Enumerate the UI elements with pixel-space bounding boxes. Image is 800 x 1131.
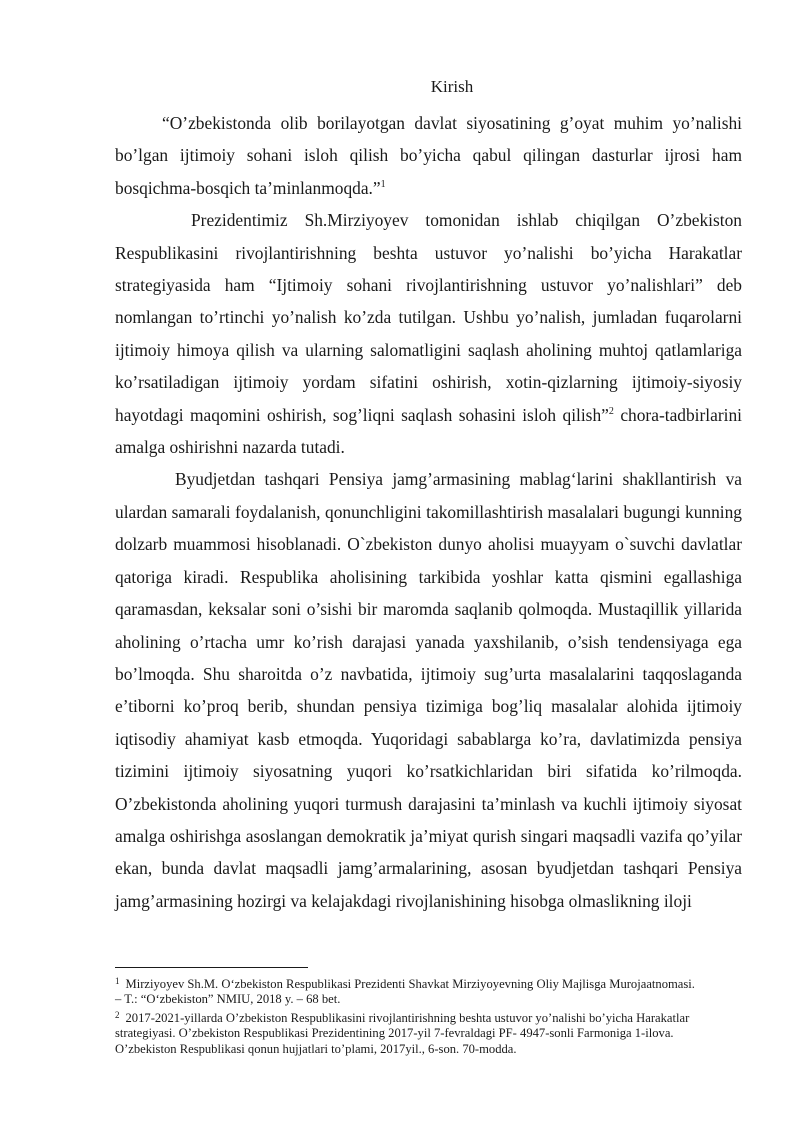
footnote-number: 2 xyxy=(115,1009,120,1020)
footnote-separator xyxy=(115,967,308,968)
paragraph-1-text: “O’zbekistonda olib borilayotgan davlat siyosatining g’oyat muhim yo’nalishi bo’lgan ijtimoiy sohani isloh qilish bo’yicha qabul qilingan dasturlar ijrosi ham bosqichma-bosqich ta’minlanmoqda.” xyxy=(115,113,742,198)
paragraph-2 xyxy=(115,204,742,463)
paragraph-3: Byudjetdan tashqari Pensiya jamg’armasining mablag‘larini shakllantirish va ulardan samarali foydalanish, qonunchligini takomillashtirish masalalari bugungi kunning dolzarb muammosi hisoblanadi. O`zbekiston dunyo aholisi muayyam o`suvchi davlatlar qatoriga kiradi. Respublika aholisining tarkibida yoshlar katta qismini egallashiga qaramasdan, keksalar soni o’sishi bir maromda saqlanib qolmoqda. Mustaqillik yillarida aholining o’rtacha umr ko’rish darajasi yanada yaxshilanib, o’sish tendensiyaga ega bo’lmoqda. Shu sharoitda o’z navbatida, ijtimoiy sug’urta masalalarini taqqoslaganda e’tiborni ko’proq berib, shundan pensiya tizimiga bog’liq masalalar alohida ijtimoiy iqtisodiy ahamiyat kasb etmoqda. Yuqoridagi sabablarga ko’ra, davlatimizda pensiya tizimini ijtimoiy siyosatning yuqori ko’rsatkichlaridan biri sifatida ko’rilmoqda. O’zbekistonda aholining yuqori turmush darajasini ta’minlash va kuchli ijtimoiy siyosat amalga oshirishga asoslangan demokratik ja’miyat qurish singari maqsadli vazifa qo’yilar ekan, bunda davlat maqsadli jamg’armalarining, asosan byudjetdan tashqari Pensiya jamg’armasining hozirgi va kelajakdagi rivojlanishining hisobga olmaslikning iloji xyxy=(115,469,742,911)
paragraph-2-end: chora-tadbirlarini amalga oshirishni nazarda tutadi. xyxy=(115,404,742,458)
footnote-2-line1: 2017-2021-yillarda O’zbekiston Respublikasini rivojlantirishning beshta ustuvor yo’nalishi bo’yicha Harakatlar xyxy=(125,1010,690,1025)
footnote-1-cont: – T.: “O‘zbekiston” NMIU, 2018 y. – 68 bet. xyxy=(115,992,341,1007)
body-text xyxy=(115,107,742,917)
footnotes xyxy=(115,974,742,1057)
footnote-ref-2[interactable]: 2 xyxy=(608,405,614,417)
footnote-2-cont: strategiyasi. O’zbekiston Respublikasi Prezidentining 2017-yil 7-fevraldagi PF- 4947-sonli Farmoniga 1-ilova. xyxy=(115,1026,674,1041)
paragraph-1 xyxy=(115,107,742,204)
footnote-1 xyxy=(115,974,742,992)
section-heading: Kirish xyxy=(430,77,474,96)
footnote-2 xyxy=(115,1008,742,1026)
footnote-number: 1 xyxy=(115,976,120,986)
footnote-ref-1[interactable]: 1 xyxy=(380,178,386,190)
footnote-1-line1: Mirziyoyev Sh.M. O‘zbekiston Respublikasi Prezidenti Shavkat Mirziyoyevning Oliy Majlisga Murojaatnomasi. xyxy=(125,977,695,991)
footnote-2-cont2: O’zbekiston Respublikasi qonun hujjatlari to’plami, 2017yil., 6-son. 70-modda. xyxy=(115,1041,517,1056)
paragraph-2-text: Prezidentimiz Sh.Mirziyoyev tomonidan ishlab chiqilgan O’zbekiston Respublikasini rivojlantirishning beshta ustuvor yo’nalishi bo’yicha Harakatlar strategiyasida ham “Ijtimoiy sohani rivojlantirishning ustuvor yo’nalishlari” deb nomlangan to’rtinchi yo’nalish ko’zda tutilgan. Ushbu yo’nalish, jumladan fuqarolarni ijtimoiy himoya qilish va ularning salomatligini saqlash aholining muhtoj qatlamlariga ko’rsatiladigan ijtimoiy yordam sifatini oshirish, xotin-qizlarning ijtimoiy-siyosiy hayotdagi maqomini oshirish, sog’liqni saqlash sohasini isloh qilish” xyxy=(115,210,742,425)
